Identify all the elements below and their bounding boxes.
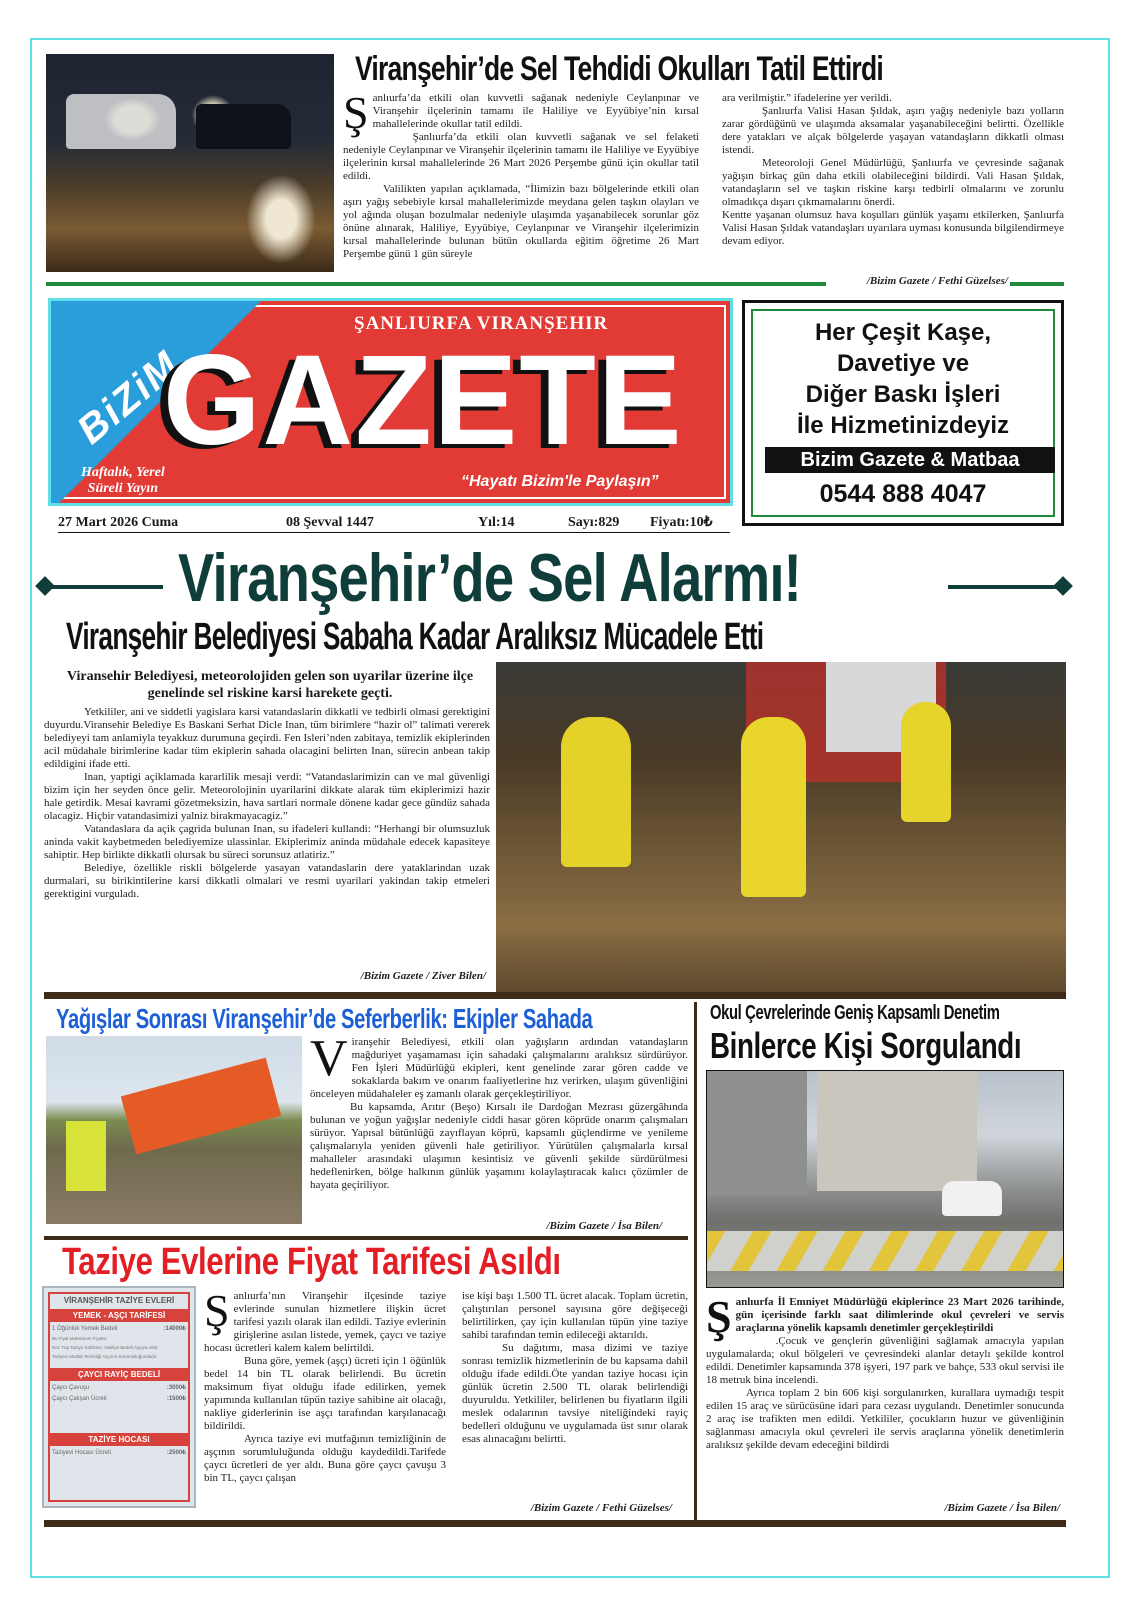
top-article-byline: /Bizim Gazete / Fethi Güzelses/ — [866, 275, 1008, 287]
paragraph: Şanlıurfa Valisi Hasan Şıldak, aşırı yağış nedeniyle bazı yolların zarar gördüğünü ve ulaşımda aksamalar yaşanabileceğini belirtti. Özellikle dere yatakları ve alçak bölgelerde yaşayan vatandaşların dikkatli olması istendi. — [722, 105, 1064, 156]
period-line1: Haftalık, Yerel — [81, 465, 165, 480]
paragraph: Ayrıca toplam 2 bin 606 kişi sorgulanırken, kurallara uymadığı tespit edilen 15 araç ve sürücüsüne idari para cezası uygulandı. Denetimler sonucunda 2 araç ise trafikten men edildi. Yetkililer, çocukların huzur ve güvenliğinin sağlanması amacıyla okul çevreleri ile servis araçlarına yönelik denetimlerin aralıksız şekilde devam edeceğini bildirdi — [706, 1387, 1064, 1451]
top-article-lead: Şanlıurfa’da etkili olan kuvvetli sağanak nedeniyle Ceylanpınar ve Viranşehir ilçelerinin tamamı ile Haliliye ve Eyyübiye’nin kırsal mahallelerinde okullar tatil edildi. — [343, 92, 699, 138]
ad-line: Her Çeşit Kaşe, — [814, 319, 992, 346]
okul-photo — [706, 1070, 1064, 1288]
paragraph: Su dağıtımı, masa dizimi ve taziye sonrası temizlik hizmetlerinin de bu kapsama dahil olduğu ifade edildi.Öte yandan taziye hocası için günlük ücretin 2.500 TL olarak belirlendiği duyuruldu. Yetkililer, belirlenen bu fiyatların ilgili meslek odalarının tavsiye niteliğindeki rayiç bedelleri olduğunu ve uygulamada üst sınır olarak esas alınacağını belirtti. — [462, 1342, 688, 1445]
top-article-photo — [46, 54, 334, 272]
okul-lead: Şanlıurfa İl Emniyet Müdürlüğü ekiplerince 23 Mart 2026 tarihinde, gün içerisinde farklı saat dilimlerinde okul çevreleri ve servis araçlarına yönelik kapsamlı denetimler gerçekleştirildi — [706, 1296, 1064, 1342]
period-line2: Süreli Yayın — [87, 481, 159, 496]
car-shape — [942, 1181, 1002, 1216]
tariff-section: YEMEK - AŞÇI TARİFESİ — [50, 1309, 188, 1322]
main-article-lead: Viransehir Belediyesi, meteorolojiden gelen son uyarilar üzerine ilçe genelinde sel riskine karsi harekete geçti. — [66, 669, 474, 701]
tariff-row: Çaycı Çavuşu :3000₺ — [52, 1385, 186, 1391]
headline-ornament-left — [38, 585, 163, 589]
okul-headline: Binlerce Kişi Sorgulandı — [710, 1025, 1022, 1066]
car-shape — [66, 94, 176, 149]
seferberlik-byline: /Bizim Gazete / İsa Bilen/ — [546, 1220, 662, 1232]
taziye-lead: Şanlıurfa’nın Viranşehir ilçesinde taziye evlerinde sunulan hizmetlere ilişkin ücret tarifesi yazılı olarak ilan edildi. Taziye evlerinin girişlerine asılan listede, yemek, çaycı ve taziye hocası ücretleri kalem kalem belirtildi. — [204, 1290, 446, 1354]
taziye-col1 — [204, 1290, 446, 1512]
taziye-headline: Taziye Evlerine Fiyat Tarifesi Asıldı — [62, 1241, 561, 1283]
masthead-period — [81, 465, 165, 497]
main-headline: Viranşehir’de Sel Alarmı! — [178, 540, 801, 616]
issue-hijri: 08 Şevval 1447 — [286, 515, 374, 530]
paragraph: Yetkililer, ani ve siddetli yagislara karsi vatandaslarin dikkatli ve tedbirli olmasi gerektigini duyurdu.Viransehir Belediye Es Baskani Serhat Dicle Inan, tüm birimlere “hazir ol” talimati vererek belediyeyi tam anlamiyla teyakkuz durumuna geçirdi. Fen Isleri’nden zabitaya, temizlik ekiplerinden acil müdahale birimlerine kadar tüm ekiplerin sahada olacagini belirten Inan, sürecin anbean takip edildigini ifade etti. — [44, 706, 490, 770]
tariff-section: TAZİYE HOCASI — [50, 1433, 188, 1446]
seferberlik-lead: Viranşehir Belediyesi, etkili olan yağışların ardından vatandaşların mağduriyet yaşamaması için sahadaki çalışmalarını aralıksız sürdürüyor. Fen İşleri Müdürlüğü ekipleri, kent genelinde zarar gören cadde ve sokaklarda bakım ve onarım faaliyetlerine hız verirken, ulaşım güvenliğini önceleyen müdahaleler eş zamanlı olarak gerçekleştiriliyor. — [310, 1036, 688, 1100]
print-shop-ad — [742, 300, 1064, 526]
tariff-note: Not: Tüp Taziye Sahibine, Nakliye Bedeli Aşçıya Aittir. — [52, 1345, 159, 1350]
worker-raincoat — [561, 717, 631, 867]
masthead-region: ŞANLIURFA VIRANŞEHIR — [354, 313, 609, 334]
paragraph: Meteoroloji Genel Müdürlüğü, Şanlıurfa ve çevresinde sağanak yağışın birkaç gün daha etkili olabileceğini bildirdi. Vali Hasan Şıldak, vatandaşların sel ve taşkın riskine karşı tedbirli olmalarını ve zorunlu olmadıkça dışarı çıkmamalarını önerdi. — [722, 157, 1064, 208]
excavator-arm — [121, 1058, 281, 1155]
crosswalk — [707, 1231, 1063, 1271]
dropcap: Ş — [706, 1296, 732, 1342]
paragraph: Vatandaslara da açik çagrida bulunan Inan, su ifadeleri kullandi: “Herhangi bir olumsuzluk aninda vakit kaybetmeden belediyemize ulassinlar. Ekiplerimiz aninda müdahale edecek kapasiteye sahiptir. Hep birlikte dikkatli olursak bu süreci sorunsuz atlatiriz.” — [44, 823, 490, 861]
paragraph: Belediye, özellikle riskli bölgelerde yasayan vatandaslarin dere yataklarindan uzak durmalari, su birikintilerine karsi dikkatli olmalari ve resmi uyarilari yakindan takip etmeleri gerektigini vurguladı. — [44, 862, 490, 900]
top-article-headline: Viranşehir’de Sel Tehdidi Okulları Tatil Ettirdi — [355, 50, 883, 88]
taziye-col2 — [462, 1290, 688, 1496]
top-article-col1 — [343, 92, 699, 274]
dropcap: Ş — [204, 1290, 230, 1336]
headline-ornament-right — [948, 585, 1068, 589]
divider — [1010, 282, 1064, 286]
main-article-byline: /Bizim Gazete / Ziver Bilen/ — [360, 970, 486, 982]
tariff-title: VİRANŞEHİR TAZİYE EVLERİ — [63, 1296, 175, 1305]
building-shape — [817, 1071, 977, 1191]
issue-date: 27 Mart 2026 Cuma — [58, 515, 179, 530]
taziye-byline: /Bizim Gazete / Fethi Güzelses/ — [530, 1502, 672, 1514]
paragraph: Şanlıurfa’da etkili olan kuvvetli sağanak ve sel felaketi nedeniyle Ceylanpınar ve Viranşehir ilçelerinin tamamı ile Haliliye ve Eyyübiye ilçelerinin kırsal mahallelerinde 26 Mart 2026 Perşembe günü için okullar tatil edildi. — [343, 131, 699, 182]
divider — [44, 1520, 1066, 1527]
ad-phone[interactable]: 0544 888 4047 — [819, 480, 987, 508]
seferberlik-body — [310, 1036, 688, 1218]
car-shape — [196, 104, 291, 149]
divider — [44, 1236, 688, 1240]
ad-line: Diğer Baskı İşleri — [805, 381, 1001, 408]
dropcap: Ş — [343, 92, 369, 138]
ad-line: İle Hizmetinizdeyiz — [796, 412, 1010, 439]
main-article-body — [44, 706, 490, 966]
paragraph: Valilikten yapılan açıklamada, “İlimizin bazı bölgelerinde etkili olan aşırı yağış sebebiyle kırsal mahallelerimizde meydana gelen taşkın olayları ve yol ağında oluşan bozulmalar nedeniyle ulaşımda yaşanabilecek sorunlar göz önüne alınarak, Haliliye, Eyyübiye, Ceylanpınar ve Viranşehir ilçelerimizin kırsal mahallelerinde bulunan bütün okullarda eğitim öğretime 26 Mart Perşembe günü 1 gün süreyle — [343, 183, 699, 260]
paragraph: ara verilmiştir.” ifadelerine yer verildi. — [722, 92, 892, 104]
tariff-section: ÇAYCI RAYİÇ BEDELİ — [50, 1368, 188, 1381]
building-shape — [707, 1071, 807, 1196]
tariff-note: Taziyevi Mutfak Temizliği Aşçının Sorumluluğundadır. — [52, 1354, 158, 1359]
paragraph: Ayrıca taziye evi mutfağının temizliğinin de aşçının sorumluluğunda olduğu kaydedildi.Tarifede çaycı ücretleri de yer aldı. Buna göre çaycı çavuşu 3 bin TL, çaycı çalışan — [204, 1433, 446, 1484]
divider — [44, 992, 1066, 999]
worker-raincoat — [741, 717, 806, 897]
worker-raincoat — [901, 702, 951, 822]
main-article-photo — [496, 662, 1066, 992]
ad-company: Bizim Gazete & Matbaa — [765, 447, 1055, 473]
tariff-note: Bu Fiyat Maksimum Fiyattır. — [52, 1336, 108, 1341]
tariff-row: Taziyevi Hocası Ücreti :2500₺ — [52, 1450, 186, 1456]
ad-text — [745, 317, 1061, 441]
top-article-col2 — [722, 92, 1064, 264]
paragraph: Kentte yaşanan olumsuz hava koşulları günlük yaşamı etkilerken, Şanlıurfa Valisi Hasan Şıldak vatandaşları uyarılara uyması konusunda bilgilendirmeye devam ediyor. — [722, 209, 1064, 247]
issue-price: Fiyatı:10₺ — [650, 515, 713, 530]
issue-year: Yıl:14 — [478, 515, 515, 530]
tariff-row: Çaycı Çalışan Ücreti :1500₺ — [52, 1396, 186, 1402]
column-divider — [694, 1002, 697, 1520]
seferberlik-headline: Yağışlar Sonrası Viranşehir’de Seferberlik: Ekipler Sahada — [56, 1003, 593, 1034]
issue-number: Sayı:829 — [568, 515, 620, 530]
tariff-card-photo — [42, 1286, 196, 1508]
main-subheadline: Viranşehir Belediyesi Sabaha Kadar Aralıksız Mücadele Etti — [66, 616, 764, 658]
brand-big: GAZETE — [163, 329, 684, 472]
paragraph: Inan, yaptigi açiklamada kararlilik mesaji verdi: “Vatandaslarimizin can ve mal güvenligi bizim için her seyden önce gelir. Meteorolojinin uyarilarini dikkate alarak tüm ekiplerimizi hazir hale getirdik. Mesai kavrami gözetmeksizin, hava sartlari normale dönene kadar gece gündüz sahada olacagiz. Hiçbir vatandasimizi yalniz birakmayacagiz.” — [44, 771, 490, 822]
brand-small: BiZiM — [69, 342, 189, 453]
ad-line: Davetiye ve — [836, 350, 970, 377]
worker-vest — [66, 1121, 106, 1191]
paragraph: ise kişi başı 1.500 TL ücret alacak. Toplam ücretin, çalıştırılan personel sayısına göre değişeceği belirtilirken, çay için kullanılan tüpün yine taziye sahibi tarafından temin edileceği aktarıldı. — [462, 1290, 688, 1341]
divider — [46, 282, 826, 286]
dropcap: V — [310, 1036, 348, 1087]
paragraph: Buna göre, yemek (aşçı) ücreti için 1 öğünlük bedel 14 bin TL olarak belirlendi. Bu ücretin maksimum fiyat olduğu ifade edilirken, yemek yapımında kullanılan tüpün taziye sahibine ait olacağı, nakliye giderlerinin ise aşçı tarafından karşılanacağı bildirildi. — [204, 1355, 446, 1432]
okul-kicker: Okul Çevrelerinde Geniş Kapsamlı Denetim — [710, 1002, 1000, 1024]
paragraph: .Çocuk ve gençlerin güvenliğini sağlamak amacıyla yapılan uygulamalarda; okul bölgeleri ve çevresindeki alanlar detaylı şekilde kontrol edildi. Denetimler kapsamında 378 işyeri, 197 park ve bahçe, 533 okul servisi ile 18 metruk bina incelendi. — [706, 1335, 1064, 1386]
issue-info-bar — [58, 514, 730, 533]
paragraph: Bu kapsamda, Arıtır (Beşo) Kırsalı ile Dardoğan Mezrası güzergâhında bulunan ve yoğun yağışlar nedeniyle ciddi hasar gören köprüde onarım çalışmaları sürüyor. Yapısal bütünlüğü zayıflayan köprü, kapsamlı güçlendirme ve yenileme çalışmalarıyla yeniden güvenli hale getiriliyor. Yürütülen çalışmalarla kırsal mahalleler arasındaki ulaşımın kesintisiz ve güvenli şekilde sürdürülmesi hedeflenirken, bölge halkının günlük yaşamını kolaylaştıracak kalıcı çözümler de hayata geçiriliyor. — [310, 1101, 688, 1191]
okul-body — [706, 1296, 1064, 1500]
water-splash — [246, 174, 316, 264]
okul-byline: /Bizim Gazete / İsa Bilen/ — [944, 1502, 1060, 1514]
seferberlik-photo — [46, 1036, 302, 1224]
masthead-slogan: “Hayatı Bizim'le Paylaşın” — [461, 473, 659, 490]
masthead — [48, 298, 733, 506]
tariff-row: 1 Öğünlük Yemek Bedeli :14000₺ — [52, 1326, 186, 1332]
